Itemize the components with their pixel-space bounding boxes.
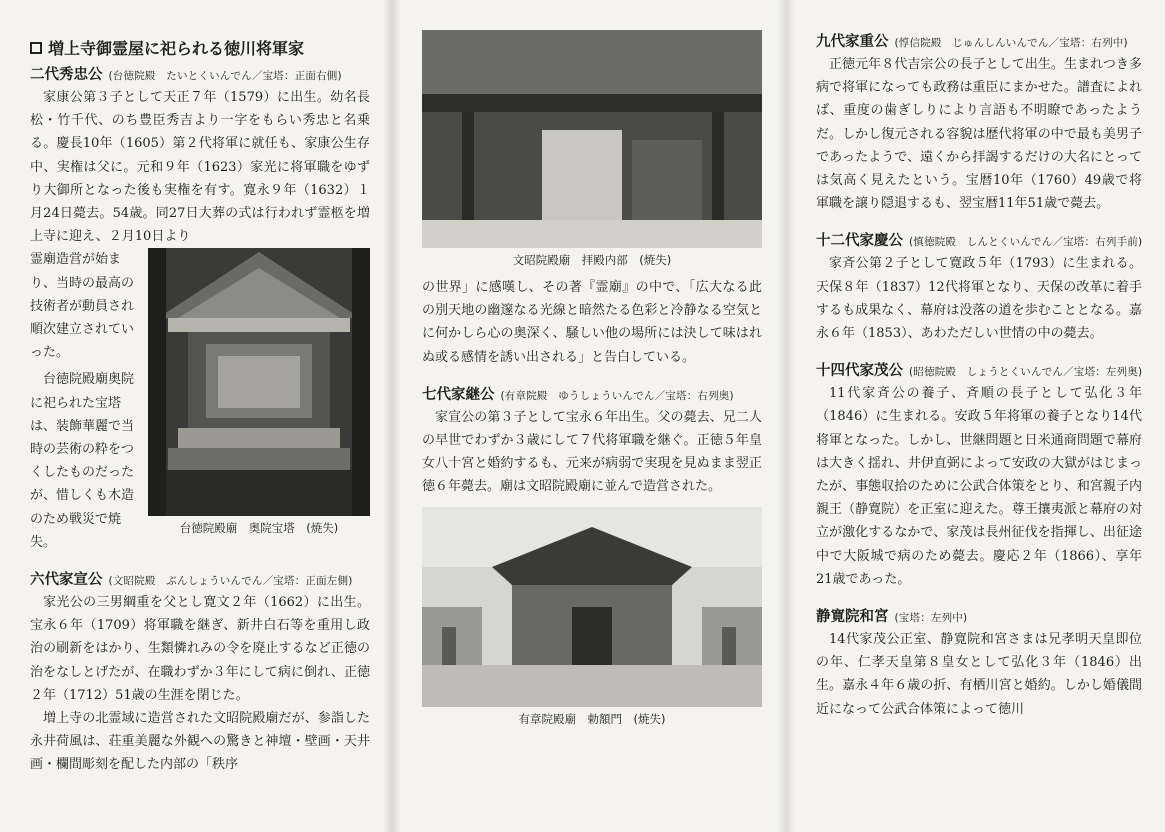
ieyoshi-paragraph: 家斉公第２子として寛政５年（1793）に生まれる。天保８年（1837）12代将軍となり、天保の改革に着手するも成果なく、幕府は没落の道を歩むこととなる。嘉永６年（1853）、あわただしい世情の中の薨去。 bbox=[816, 256, 1142, 342]
ieshige-heading: 九代家重公 (惇信院殿 じゅんしんいんでん／宝塔：右列中) bbox=[816, 34, 1128, 50]
yushoin-photo-caption: 有章院殿廟 勅額門 (焼失) bbox=[518, 711, 666, 726]
taitokuin-pagoda-photo bbox=[148, 248, 370, 516]
hidetada-split bbox=[30, 248, 370, 554]
checkbox-bullet-icon bbox=[30, 42, 42, 54]
iemochi-paragraph: 11代家斉公の養子、斉順の長子として弘化３年（1846）に生まれる。安政５年将軍の養子となり14代将軍となった。しかし、世継問題と日米通商問題で幕府は大きく揺れ、井伊直弼によって安政の大獄がはじまったが、事態収拾のために公武合体策をとり、和宮親子内親王（静寛院）を正室に迎えた。尊王攘夷派と幕府の対立が激化するなかで、家茂は長州征伐を指揮し、出征途中で大阪城で病のため薨去。慶応２年（1866）、享年21歳であった。 bbox=[816, 386, 1142, 587]
taitokuin-photo-caption: 台徳院殿廟 奥院宝塔 (焼失) bbox=[179, 521, 339, 536]
iemochi-heading: 十四代家茂公 (昭徳院殿 しょうとくいんでん／宝塔：左列奥) bbox=[816, 363, 1143, 380]
yushoin-gate-photo bbox=[422, 507, 762, 707]
kazunomiya-paragraph: 14代家茂公正室、静寛院和宮さまは兄孝明天皇即位の年、仁孝天皇第８皇女として弘化３年（1846）出生。嘉永４年６歳の折、有栖川宮と婚約。しかし婚儀間近になって公武合体策によって徳川 bbox=[816, 632, 1142, 717]
hidetada-heading: 二代秀忠公 (台徳院殿 たいとくいんでん／宝塔：正面右側) bbox=[30, 67, 342, 83]
ienobu-paragraph-2: 増上寺の北霊域に造営された文昭院殿廟だが、参詣した永井荷風は、荘重美麗な外観への驚きと神壇・壁画・天井画・欄間彫刻を配した内部の「秩序 bbox=[30, 711, 370, 773]
nagai-kafu-continuation: の世界」に感嘆し、その著『霊廟』の中で、「広大なる此の別天地の幽邃なる光線と暗然たる色彩と冷静なる空気とに何かしら心の奥深く、騒しい他の場所には決して味はれぬ或る感情を誘い出される」と告白している。 bbox=[422, 280, 762, 365]
ietsugu-heading: 七代家継公 (有章院殿 ゆうしょういんでん／宝塔：右列奥) bbox=[422, 386, 734, 403]
column-1 bbox=[30, 30, 370, 777]
hidetada-photo-block bbox=[148, 248, 370, 554]
bunshoin-interior-photo bbox=[422, 30, 762, 248]
bunshoin-photo-caption: 文昭院殿廟 拝殿内部 (焼失) bbox=[512, 253, 672, 267]
hidetada-lead: 家康公第３子として天正７年（1579）に出生。幼名長松・竹千代、のち豊臣秀吉より一字をもらい秀忠と名乗る。慶長10年（1605）第２代将軍に就任も、家康公生存中、実権は父に。元和９年（1623）家光に将軍職をゆずり大御所となった後も実権を有す。寛永９年（1632）１月24日薨去。54歳。同27日大葬の式は行われず霊柩を増上寺に迎え、２月10日より bbox=[30, 90, 370, 245]
ieshige-paragraph: 正徳元年８代吉宗公の長子として出生。生まれつき多病で将軍になっても政務は重臣にまかせた。譜査によれば、重度の歯ぎしりにより言語も不明瞭であったようだ。しかし復元される容貌は歴代将軍の中で最も美男子であったようで、遠くから拝謁するだけの大名にとっては気高く見えたという。宝暦10年（1760）49歳で将軍職を譲り隠退するも、翌宝暦11年51歳で薨去。 bbox=[816, 57, 1142, 212]
column-3 bbox=[816, 30, 1142, 721]
ietsugu-paragraph: 家宣公の第３子として宝永６年出生。父の薨去、兄二人の早世でわずか３歳にして７代将軍職を継ぐ。正徳５年皇女八十宮と婚約するも、元来が病弱で実現を見ぬまま翌正徳６年薨去。廟は文昭院殿廟に並んで造営された。 bbox=[422, 409, 762, 495]
hidetada-side-text: 霊廟造営が始まり、当時の最高の技術者が動員され順次建立されていった。 台徳院殿廟奥院に祀られた宝塔は、装飾華麗で当時の芸術の粋をつくしたものだったが、惜しくも木造のため戦災で焼失。 bbox=[30, 252, 135, 550]
ienobu-paragraph-1: 家光公の三男綱重を父とし寛文２年（1662）に出生。宝永６年（1709）将軍職を継ぎ、新井白石等を重用し政治の刷新をはかり、生類憐れみの令を廃止するなど正徳の治をなしとげたが、在職わずか３年にして病に倒れ、正徳２年（1712）51歳の生涯を閉じた。 bbox=[30, 595, 370, 703]
ienobu-heading: 六代家宣公 (文昭院殿 ぶんしょういんでん／宝塔：正面左側) bbox=[30, 572, 353, 589]
ieyoshi-heading: 十二代家慶公 (慎徳院殿 しんとくいんでん／宝塔：右列手前) bbox=[816, 233, 1143, 250]
kazunomiya-heading: 静寛院和宮 (宝塔：左列中) bbox=[816, 609, 968, 626]
fold-line-right bbox=[777, 0, 795, 832]
column-2 bbox=[422, 30, 762, 727]
fold-line-left bbox=[383, 0, 401, 832]
section-title: 増上寺御霊屋に祀られる徳川将軍家 bbox=[30, 36, 370, 59]
